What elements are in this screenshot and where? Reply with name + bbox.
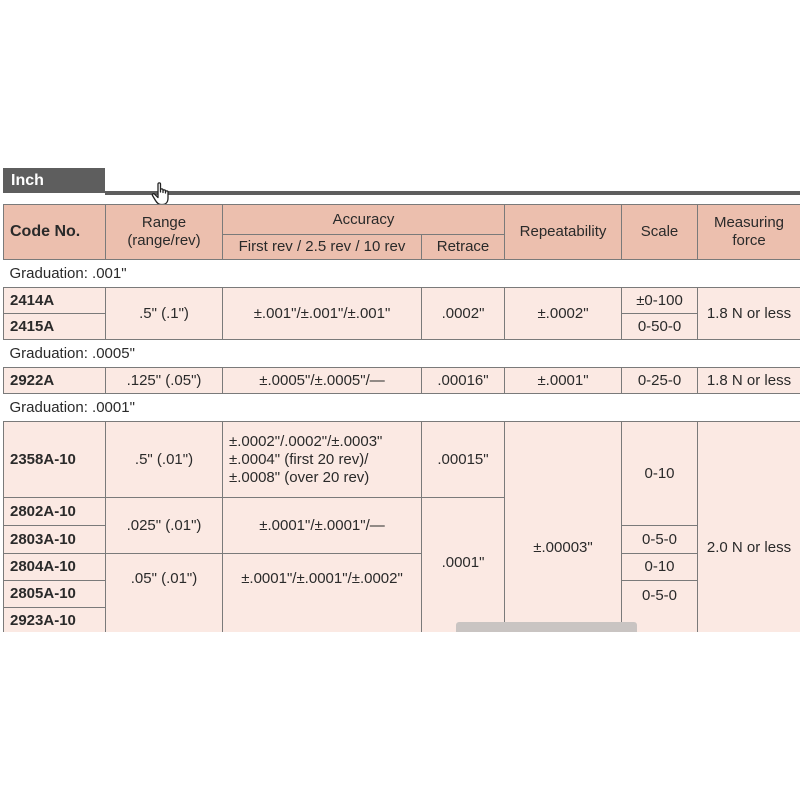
horizontal-scrollbar-thumb[interactable] — [456, 622, 637, 632]
scale-cell: 0-5-0 — [622, 581, 698, 675]
header-range-sub: (range/rev) — [127, 232, 201, 249]
scale-cell: ±0-100 — [622, 288, 698, 314]
code-cell: 2358A-10 — [4, 422, 106, 498]
code-cell: 2804A-10 — [4, 554, 106, 581]
accuracy-cell: ±.0001"/±.0001"/— — [223, 498, 422, 554]
scale-cell: 0-10 — [622, 554, 698, 581]
header-accuracy: Accuracy — [223, 205, 505, 235]
retrace-cell: .0002" — [422, 288, 505, 340]
accuracy-cell: ±.0001"/±.0001"/±.0002" — [223, 554, 422, 675]
code-cell: 2415A — [4, 314, 106, 340]
retrace-cell: .00015" — [422, 422, 505, 498]
accuracy-cell — [223, 422, 422, 498]
header-force-label: Measuring — [713, 214, 785, 231]
header-first-rev: First rev / 2.5 rev / 10 rev — [223, 235, 422, 260]
repeatability-cell: ±.0001" — [505, 368, 622, 394]
scale-cell: 0-5-0 — [622, 526, 698, 554]
spec-table — [3, 204, 800, 675]
graduation-label: Graduation: .0005" — [4, 340, 800, 368]
accuracy-cell: ±.0005"/±.0005"/— — [223, 368, 422, 394]
repeatability-cell: ±.00003" — [505, 422, 622, 675]
retrace-cell: .00016" — [422, 368, 505, 394]
repeatability-cell: ±.0002" — [505, 288, 622, 340]
scale-cell: 0-10 — [622, 422, 698, 526]
header-code: Code No. — [4, 205, 106, 260]
accuracy-line: ±.0008" (over 20 rev) — [229, 468, 370, 486]
code-cell: 2803A-10 — [4, 526, 106, 554]
tab-inch[interactable]: Inch — [3, 168, 105, 193]
blank-area — [0, 632, 800, 800]
accuracy-cell: ±.001"/±.001"/±.001" — [223, 288, 422, 340]
graduation-label: Graduation: .0001" — [4, 394, 800, 422]
retrace-cell: .0001" — [422, 498, 505, 675]
header-retrace: Retrace — [422, 235, 505, 260]
header-scale: Scale — [622, 205, 698, 260]
scale-cell: 0-50-0 — [622, 314, 698, 340]
range-cell: .5" (.1") — [106, 288, 223, 340]
range-cell: .025" (.01") — [106, 498, 223, 554]
force-cell: 2.0 N or less — [698, 422, 800, 675]
accuracy-line: ±.0002"/.0002"/±.0003" — [229, 432, 383, 450]
code-cell: 2922A — [4, 368, 106, 394]
range-cell: .5" (.01") — [106, 422, 223, 498]
accuracy-line: ±.0004" (first 20 rev)/ — [229, 450, 369, 468]
header-range — [106, 205, 223, 260]
graduation-label: Graduation: .001" — [4, 260, 800, 288]
force-cell: 1.8 N or less — [698, 368, 800, 394]
header-force-sub: force — [732, 232, 766, 249]
header-range-label: Range — [141, 214, 187, 231]
code-cell: 2414A — [4, 288, 106, 314]
force-cell: 1.8 N or less — [698, 288, 800, 340]
code-cell: 2923A-10 — [4, 608, 106, 635]
header-repeatability: Repeatability — [505, 205, 622, 260]
hand-pointer-icon — [151, 182, 173, 206]
code-cell: 2802A-10 — [4, 498, 106, 526]
range-cell: .05" (.01") — [106, 554, 223, 675]
header-force — [698, 205, 800, 260]
scale-cell: 0-25-0 — [622, 368, 698, 394]
range-cell: .125" (.05") — [106, 368, 223, 394]
code-cell: 2805A-10 — [4, 581, 106, 608]
tab-rule — [105, 191, 800, 195]
